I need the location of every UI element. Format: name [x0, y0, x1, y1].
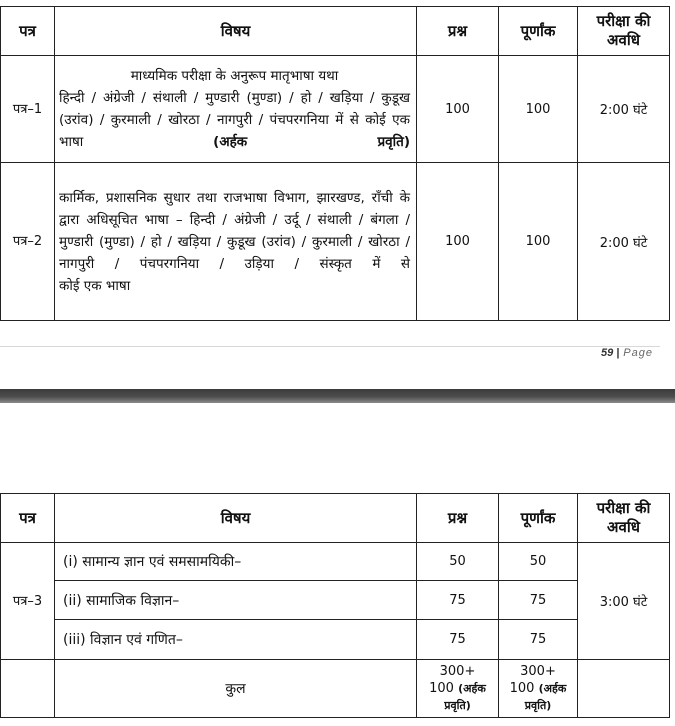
page-break-bar [0, 389, 675, 403]
header-prashn: प्रश्न [417, 7, 499, 56]
exam-table-paper-3 [0, 493, 670, 718]
header-prashn: प्रश्न [417, 494, 499, 543]
subject-label: (iii) विज्ञान एवं गणित– [55, 620, 417, 660]
total-empty-cell [1, 660, 55, 718]
table-header-row [1, 7, 670, 56]
purnank-value: 75 [499, 620, 578, 660]
page-number-separator: | [616, 347, 621, 359]
prashn-value: 100 [417, 56, 499, 163]
table-row [1, 56, 670, 163]
header-purnank: पूर्णांक [499, 7, 578, 56]
prashn-value: 50 [417, 543, 499, 581]
header-avadhi: परीक्षा की अवधि [578, 494, 670, 543]
subject-label: (ii) सामाजिक विज्ञान– [55, 581, 417, 620]
table-header-row [1, 494, 670, 543]
total-label: कुल [55, 660, 417, 718]
purnank-value: 50 [499, 543, 578, 581]
total-prashn [417, 660, 499, 718]
total-prashn-qual: 100 [429, 681, 454, 696]
total-row [1, 660, 670, 718]
purnank-value: 75 [499, 581, 578, 620]
duration-value: 2:00 घंटे [578, 56, 670, 163]
total-purnank-main: 300+ [520, 664, 556, 679]
subject-description [55, 163, 417, 321]
subject-last-line: कोई एक भाषा [59, 277, 131, 294]
prashn-value: 75 [417, 620, 499, 660]
header-purnank: पूर्णांक [499, 494, 578, 543]
page-number [601, 347, 653, 359]
total-prashn-note: (अर्हक प्रवृति) [444, 682, 486, 712]
header-patra: पत्र [1, 494, 55, 543]
table-row [1, 581, 670, 620]
page-number-value: 59 [600, 347, 614, 359]
exam-table-papers-1-2 [0, 6, 670, 321]
footer-divider [0, 346, 660, 347]
header-patra: पत्र [1, 7, 55, 56]
page-word: Page [623, 347, 653, 359]
duration-value: 2:00 घंटे [578, 163, 670, 321]
paper-label: पत्र–2 [1, 163, 55, 321]
subject-body: कार्मिक, प्रशासनिक सुधार तथा राजभाषा विभाग, झारखण्ड, राँची के द्वारा अधिसूचित भाषा – हिन्दी / अंग्रेजी / उर्दू / संथाली / बंगला / मुण्डारी (मुण्डा) / हो / खड़िया / कुडूख (उरांव) / कुरमाली / खोरठा / नागपुरी / पंचपरगनिया / उड़िया / संस्कृत में से [59, 189, 410, 272]
prashn-value: 75 [417, 581, 499, 620]
paper-label: पत्र–3 [1, 543, 55, 660]
total-prashn-main: 300+ [439, 664, 476, 679]
duration-value: 3:00 घंटे [578, 543, 670, 660]
purnank-value: 100 [499, 56, 578, 163]
table-row [1, 543, 670, 581]
total-purnank-qual: 100 [509, 681, 535, 696]
total-duration-empty [578, 660, 670, 718]
subject-label: (i) सामान्य ज्ञान एवं समसामयिकी– [55, 543, 417, 581]
header-vishay: विषय [55, 494, 417, 543]
total-purnank-note: (अर्हक प्रवृति) [524, 682, 567, 712]
table-row [1, 620, 670, 660]
paper-label: पत्र–1 [1, 56, 55, 163]
header-vishay: विषय [55, 7, 417, 56]
subject-body: हिन्दी / अंग्रेजी / संथाली / मुण्डारी (मुण्डा) / हो / खड़िया / कुडूख (उरांव) / कुरमाली / खोरठा / नागपुरी / पंचपरगनिया में से कोई एक भाषा [59, 90, 410, 150]
subject-description [55, 56, 417, 163]
total-purnank [499, 660, 578, 718]
header-avadhi: परीक्षा की अवधि [578, 7, 670, 56]
table-row [1, 163, 670, 321]
purnank-value: 100 [499, 163, 578, 321]
qualifying-note: (अर्हक प्रवृति) [213, 134, 410, 150]
subject-first-line: माध्यमिक परीक्षा के अनुरूप मातृभाषा यथा [130, 68, 339, 84]
prashn-value: 100 [417, 163, 499, 321]
